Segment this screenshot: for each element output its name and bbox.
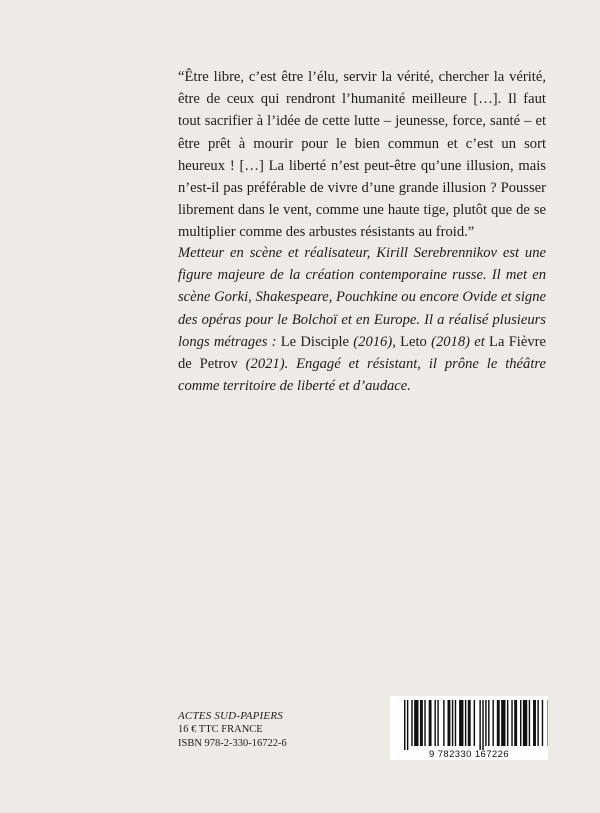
- barcode-bar: [448, 700, 451, 746]
- barcode-bar: [514, 700, 517, 746]
- barcode-bar: [537, 700, 538, 746]
- barcode-bar: [414, 700, 418, 746]
- barcode-bar: [511, 700, 512, 746]
- barcode-bar: [429, 700, 432, 746]
- barcode-bar: [434, 700, 435, 746]
- barcode-bar: [542, 700, 543, 746]
- film-title-le-disciple: Le Disciple: [280, 333, 350, 350]
- barcode-bar: [488, 700, 489, 746]
- barcode-bar: [465, 700, 466, 746]
- bio-text-1: Metteur en scène et réalisateur, Kirill Serebrennikov est une figure majeure de la création contemporaine russe. Il met en scène Gorki, Shakespeare, Pouchkine ou encore Ovide et signe des opéras pour le Bolchoï et en Europe. Il a réalisé plusieurs longs métrages :: [178, 245, 546, 350]
- barcode-bar: [404, 700, 405, 750]
- barcode-bar: [482, 700, 483, 750]
- barcode-bar: [523, 700, 527, 746]
- publisher-block: [178, 709, 287, 751]
- author-bio: [178, 242, 546, 397]
- bio-year-1: (2016),: [349, 333, 401, 350]
- bio-year-2: (2018) et: [426, 333, 490, 350]
- price-label: 16 € TTC FRANCE: [178, 724, 263, 735]
- barcode-bar: [485, 700, 486, 746]
- barcode: [390, 696, 548, 760]
- film-title-la-fievre-de-petrov: La Fièvre de Petrov: [178, 333, 546, 373]
- barcode-bar: [468, 700, 471, 746]
- barcode-bar: [459, 700, 463, 746]
- isbn-label: ISBN 978-2-330-16722-6: [178, 738, 287, 749]
- barcode-bar: [452, 700, 453, 746]
- barcode-bar: [507, 700, 508, 746]
- barcode-bar: [474, 700, 475, 746]
- quote-text: “Être libre, c’est être l’élu, servir la vérité, chercher la vérité, être de ceux qui rendront l’humanité meilleure […]. Il faut tout sacrifier à l’idée de cette lutte – jeunesse, force, santé – et être prêt à mourir pour le bien commun et c’est un sort heureux ! […] La liberté n’est peut-être qu’une illusion, mais n’est-il pas préférable de vivre d’une grande illusion ? Pousser librement dans le vent, comme une haute tige, plutôt que de se multiplier comme des arbustes résistants au froid.”: [178, 69, 546, 241]
- cover-quote: [178, 66, 546, 244]
- bio-paragraph: [178, 242, 546, 397]
- barcode-bar: [443, 700, 444, 746]
- barcode-bar: [420, 700, 423, 746]
- barcode-bar: [492, 700, 493, 746]
- barcode-bar: [520, 700, 521, 746]
- barcode-bar: [424, 700, 425, 746]
- bio-text-2: (2021). Engagé et résistant, il prône le théâtre comme territoire de liberté et d’audace.: [178, 356, 546, 395]
- barcode-bar: [533, 700, 536, 746]
- publisher-imprint: ACTES SUD-PAPIERS: [178, 710, 283, 722]
- barcode-bar: [501, 700, 505, 746]
- barcode-bar: [479, 700, 480, 750]
- barcode-bar: [529, 700, 530, 746]
- film-title-leto: Leto: [400, 333, 427, 350]
- barcode-bar: [497, 700, 500, 746]
- barcode-bar: [455, 700, 456, 746]
- barcode-bar: [407, 700, 408, 750]
- barcode-bar: [437, 700, 438, 746]
- barcode-graphic: [390, 696, 548, 760]
- barcode-bar: [411, 700, 412, 746]
- barcode-digits: 9 782330 167226: [429, 749, 509, 760]
